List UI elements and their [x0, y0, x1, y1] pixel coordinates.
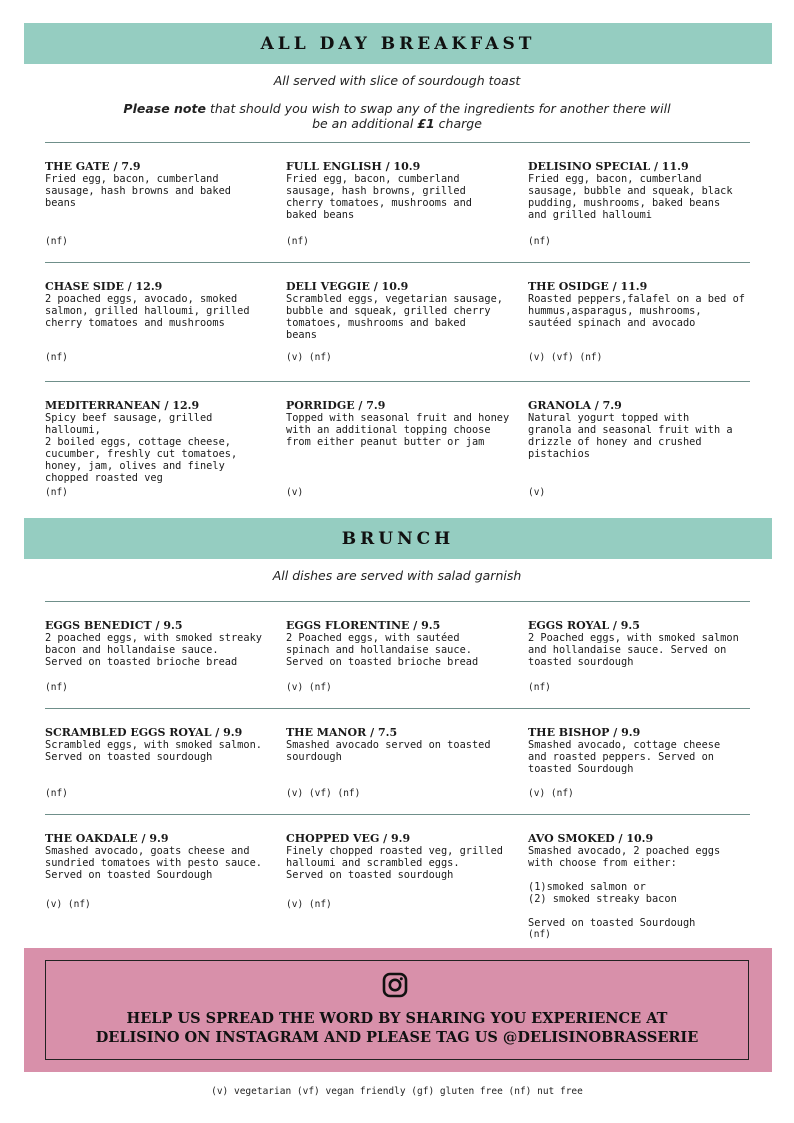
- item-name: THE GATE / 7.9: [45, 160, 141, 173]
- menu-item: [286, 602, 511, 709]
- item-description: 2 poached eggs, avocado, smoked salmon, grilled halloumi, grilled cherry tomatoes and mushrooms: [45, 293, 250, 329]
- item-tags: (nf): [45, 352, 68, 363]
- item-tags: (v): [286, 487, 304, 498]
- item-name: SCRAMBLED EGGS ROYAL / 9.9: [45, 726, 243, 739]
- item-name: FULL ENGLISH / 10.9: [286, 160, 421, 173]
- item-name: CHASE SIDE / 12.9: [45, 280, 163, 293]
- menu-row: [45, 601, 750, 709]
- item-tags: (nf): [45, 788, 68, 799]
- menu-item: [528, 709, 753, 815]
- item-name: EGGS FLORENTINE / 9.5: [286, 619, 441, 632]
- menu-item: [528, 815, 753, 945]
- item-description: Spicy beef sausage, grilled halloumi, 2 boiled eggs, cottage cheese, cucumber, freshly cut tomatoes, honey, jam, olives and finely chopped roasted veg: [45, 412, 238, 484]
- item-tags: (nf): [45, 682, 68, 693]
- item-name: EGGS BENEDICT / 9.5: [45, 619, 183, 632]
- menu-item: [528, 382, 753, 502]
- item-description: Fried egg, bacon, cumberland sausage, hash browns, grilled cherry tomatoes, mushrooms and baked beans: [286, 173, 472, 221]
- item-name: EGGS ROYAL / 9.5: [528, 619, 640, 632]
- item-description: Smashed avocado served on toasted sourdough: [286, 739, 491, 763]
- item-tags: (nf): [286, 236, 309, 247]
- item-tags: (v) (nf): [286, 682, 332, 693]
- item-name: DELISINO SPECIAL / 11.9: [528, 160, 689, 173]
- breakfast-banner: [24, 23, 772, 64]
- menu-item: [45, 709, 270, 815]
- item-tags: (nf): [528, 682, 551, 693]
- brunch-subtitle: All dishes are served with salad garnish: [272, 568, 522, 583]
- item-tags: (v) (nf): [45, 899, 91, 910]
- swap-note-text: that should you wish to swap any of the ingredients for another there will be an additional: [205, 101, 671, 131]
- item-name: GRANOLA / 7.9: [528, 399, 622, 412]
- brunch-title: BRUNCH: [341, 528, 455, 549]
- item-description: Finely chopped roasted veg, grilled halloumi and scrambled eggs. Served on toasted sourdough: [286, 845, 503, 881]
- item-name: DELI VEGGIE / 10.9: [286, 280, 409, 293]
- promo-text: HELP US SPREAD THE WORD BY SHARING YOU EXPERIENCE AT DELISINO ON INSTAGRAM AND PLEASE TAG US @DELISINOBRASSERIE: [95, 1010, 699, 1046]
- item-name: PORRIDGE / 7.9: [286, 399, 386, 412]
- item-tags: (nf): [45, 236, 68, 247]
- item-description: Fried egg, bacon, cumberland sausage, bubble and squeak, black pudding, mushrooms, baked beans and grilled halloumi: [528, 173, 733, 221]
- item-name: THE BISHOP / 9.9: [528, 726, 641, 739]
- item-tags: (v): [528, 487, 546, 498]
- swap-note: [120, 101, 674, 131]
- item-description: Scrambled eggs, with smoked salmon. Served on toasted sourdough: [45, 739, 262, 763]
- menu-item: [528, 143, 753, 263]
- item-tags: (v) (nf): [286, 352, 332, 363]
- item-tags: (v) (vf) (nf): [528, 352, 603, 363]
- instagram-promo: [24, 948, 772, 1072]
- menu-item: [528, 602, 753, 709]
- menu-item: [45, 143, 270, 263]
- instagram-icon: [382, 972, 408, 998]
- menu-item: [45, 815, 270, 945]
- swap-note-end: charge: [434, 116, 482, 131]
- menu-item: [286, 382, 511, 502]
- menu-row: [45, 814, 750, 945]
- menu-row: [45, 708, 750, 815]
- brunch-banner: [24, 518, 772, 559]
- item-tags: (v) (vf) (nf): [286, 788, 361, 799]
- item-tags: (nf): [528, 236, 551, 247]
- item-description: Smashed avocado, goats cheese and sundried tomatoes with pesto sauce. Served on toasted Sourdough: [45, 845, 262, 881]
- item-description: Smashed avocado, 2 poached eggs with choose from either: (1)smoked salmon or (2) smoked streaky bacon Served on toasted Sourdough: [528, 845, 721, 929]
- item-name: THE OSIDGE / 11.9: [528, 280, 648, 293]
- promo-frame: [45, 960, 749, 1060]
- item-description: Fried egg, bacon, cumberland sausage, hash browns and baked beans: [45, 173, 231, 209]
- item-description: Natural yogurt topped with granola and seasonal fruit with a drizzle of honey and crushed pistachios: [528, 412, 733, 460]
- item-description: 2 Poached eggs, with sautéed spinach and hollandaise sauce. Served on toasted brioche bread: [286, 632, 479, 668]
- menu-item: [286, 815, 511, 945]
- item-name: CHOPPED VEG / 9.9: [286, 832, 411, 845]
- menu-item: [45, 382, 270, 502]
- item-description: 2 poached eggs, with smoked streaky bacon and hollandaise sauce. Served on toasted brioche bread: [45, 632, 262, 668]
- breakfast-subtitle: All served with slice of sourdough toast: [273, 73, 521, 88]
- menu-item: [528, 263, 753, 382]
- item-tags: (v) (nf): [286, 899, 332, 910]
- menu-row: [45, 142, 750, 263]
- item-description: Topped with seasonal fruit and honey with an additional topping choose from either peanut butter or jam: [286, 412, 510, 448]
- menu-item: [286, 143, 511, 263]
- item-description: Scrambled eggs, vegetarian sausage, bubble and squeak, grilled cherry tomatoes, mushrooms and baked beans: [286, 293, 503, 341]
- item-name: THE MANOR / 7.5: [286, 726, 398, 739]
- menu-row: [45, 381, 750, 502]
- item-description: Smashed avocado, cottage cheese and roasted peppers. Served on toasted Sourdough: [528, 739, 721, 775]
- menu-row: [45, 262, 750, 382]
- item-tags: (nf): [45, 487, 68, 498]
- menu-item: [286, 709, 511, 815]
- item-description: Roasted peppers,falafel on a bed of hummus,asparagus, mushrooms, sautéed spinach and avocado: [528, 293, 745, 329]
- item-description: 2 Poached eggs, with smoked salmon and hollandaise sauce. Served on toasted sourdough: [528, 632, 739, 668]
- swap-note-bold: Please note: [123, 101, 206, 116]
- item-name: THE OAKDALE / 9.9: [45, 832, 169, 845]
- dietary-legend: (v) vegetarian (vf) vegan friendly (gf) gluten free (nf) nut free: [211, 1086, 583, 1097]
- menu-item: [286, 263, 511, 382]
- item-name: AVO SMOKED / 10.9: [528, 832, 654, 845]
- menu-item: [45, 263, 270, 382]
- item-tags: (v) (nf): [528, 788, 574, 799]
- swap-note-price: £1: [417, 116, 435, 131]
- item-name: MEDITERRANEAN / 12.9: [45, 399, 200, 412]
- item-tags: (nf): [528, 929, 551, 940]
- menu-item: [45, 602, 270, 709]
- breakfast-title: ALL DAY BREAKFAST: [260, 33, 536, 54]
